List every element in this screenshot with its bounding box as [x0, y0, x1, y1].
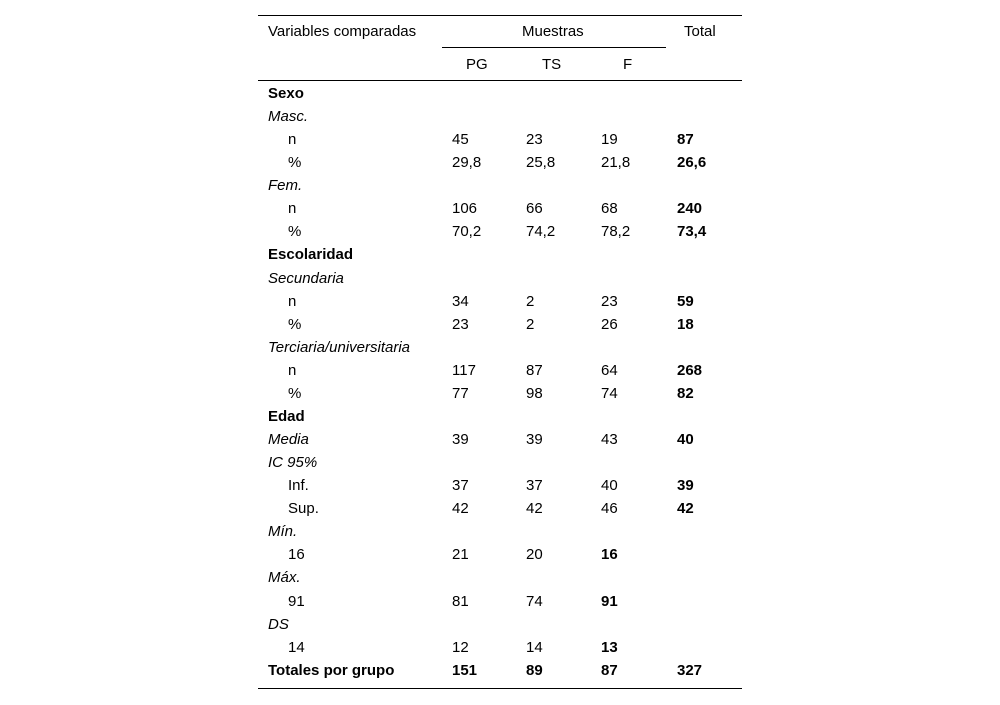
- row-label: %: [288, 223, 302, 241]
- table-cell: 16: [601, 546, 618, 564]
- table-cell: 89: [526, 661, 543, 679]
- row-label: n: [288, 200, 297, 218]
- table-cell: 37: [452, 477, 469, 495]
- table-cell: 2: [526, 315, 535, 333]
- table-cell: 73,4: [677, 223, 707, 241]
- row-label: Fem.: [268, 177, 303, 195]
- table-cell: 68: [601, 200, 618, 218]
- row-label: DS: [268, 615, 289, 633]
- row-label: %: [288, 315, 302, 333]
- table-cell: 74,2: [526, 223, 556, 241]
- row-label: 14: [288, 638, 305, 656]
- section-label: Sexo: [268, 85, 304, 102]
- header-col-pg: PG: [466, 56, 488, 73]
- table-cell: 23: [452, 315, 469, 333]
- row-label: Sup.: [288, 500, 319, 518]
- table-cell: 43: [601, 431, 618, 449]
- table-cell: 19: [601, 131, 618, 149]
- row-label: %: [288, 384, 302, 402]
- header-muestras: Muestras: [522, 23, 584, 40]
- row-label: %: [288, 154, 302, 172]
- header-rule: [258, 80, 742, 81]
- row-label: Terciaria/universitaria: [268, 338, 411, 356]
- header-col-ts: TS: [542, 56, 562, 73]
- table-cell: 106: [452, 200, 478, 218]
- table-cell: 81: [452, 592, 469, 610]
- table-cell: 42: [526, 500, 543, 518]
- table-cell: 45: [452, 131, 469, 149]
- row-label: n: [288, 131, 297, 149]
- table-cell: 40: [601, 477, 618, 495]
- row-label: IC 95%: [268, 454, 318, 472]
- table-cell: 39: [677, 477, 694, 495]
- header-variables: Variables comparadas: [268, 23, 417, 40]
- row-label: Máx.: [268, 569, 301, 587]
- table-cell: 21,8: [601, 154, 631, 172]
- table-cell: 70,2: [452, 223, 482, 241]
- muestras-rule: [442, 47, 666, 48]
- table-cell: 23: [526, 131, 543, 149]
- table-cell: 23: [601, 292, 618, 310]
- table-cell: 268: [677, 361, 703, 379]
- bottom-rule: [258, 688, 742, 689]
- table-cell: 151: [452, 661, 478, 679]
- row-label: 91: [288, 592, 305, 610]
- table-cell: 39: [452, 431, 469, 449]
- table-cell: 327: [677, 661, 703, 679]
- row-label: Masc.: [268, 108, 309, 126]
- table-cell: 82: [677, 384, 694, 402]
- table-cell: 78,2: [601, 223, 631, 241]
- table-cell: 34: [452, 292, 469, 310]
- table-cell: 39: [526, 431, 543, 449]
- table-cell: 13: [601, 638, 618, 656]
- table-cell: 26,6: [677, 154, 707, 172]
- table-cell: 42: [452, 500, 469, 518]
- header-total: Total: [684, 23, 716, 40]
- row-label: Secundaria: [268, 269, 344, 287]
- table-cell: 18: [677, 315, 694, 333]
- totals-label: Totales por grupo: [268, 661, 395, 679]
- section-label: Edad: [268, 407, 305, 425]
- table-cell: 21: [452, 546, 469, 564]
- top-rule: [258, 15, 742, 16]
- table-cell: 59: [677, 292, 694, 310]
- header-col-f: F: [623, 56, 633, 73]
- row-label: Inf.: [288, 477, 309, 495]
- table-cell: 66: [526, 200, 543, 218]
- table-cell: 37: [526, 477, 543, 495]
- table-cell: 77: [452, 384, 469, 402]
- table-cell: 25,8: [526, 154, 556, 172]
- table-cell: 40: [677, 431, 694, 449]
- table-cell: 2: [526, 292, 535, 310]
- table-cell: 87: [601, 661, 618, 679]
- section-label: Escolaridad: [268, 246, 354, 264]
- table-cell: 20: [526, 546, 543, 564]
- table-cell: 64: [601, 361, 618, 379]
- table-cell: 26: [601, 315, 618, 333]
- table-cell: 14: [526, 638, 543, 656]
- table-cell: 29,8: [452, 154, 482, 172]
- row-label: Mín.: [268, 523, 298, 541]
- row-label: 16: [288, 546, 305, 564]
- table-cell: 42: [677, 500, 694, 518]
- table-cell: 91: [601, 592, 618, 610]
- table-cell: 98: [526, 384, 543, 402]
- table-cell: 87: [526, 361, 543, 379]
- table-cell: 87: [677, 131, 694, 149]
- row-label: Media: [268, 431, 309, 449]
- table-cell: 74: [601, 384, 618, 402]
- table-cell: 240: [677, 200, 703, 218]
- table-cell: 46: [601, 500, 618, 518]
- row-label: n: [288, 292, 297, 310]
- row-label: n: [288, 361, 297, 379]
- table-cell: 74: [526, 592, 543, 610]
- table-cell: 12: [452, 638, 469, 656]
- table-cell: 117: [452, 361, 476, 379]
